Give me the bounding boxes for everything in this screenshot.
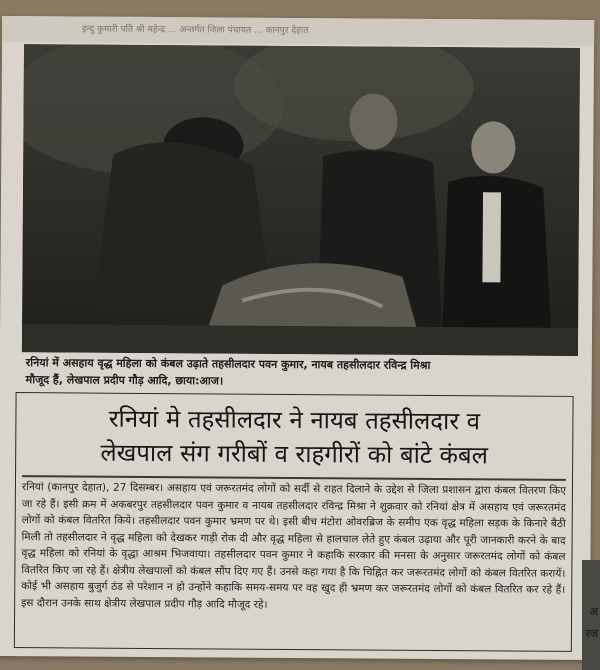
article-headline <box>16 401 572 473</box>
photo-caption <box>26 354 586 392</box>
headline-line-2: लेखपाल संग गरीबों व राहगीरों को बांटे कंबल <box>100 438 489 470</box>
header-strip: इन्दु कुमारी पति श्री महेन्द्र ... अन्तर्गत जिला पंचायत ... कानपुर देहात <box>2 16 594 46</box>
edge-letter-2: रज <box>585 627 598 640</box>
newspaper-clipping <box>0 16 594 660</box>
caption-line-2: मौजूद हैं, लेखपाल प्रदीप गौड़ आदि, छाया:आज। <box>25 373 224 388</box>
news-photo <box>22 44 580 356</box>
article-body: रनियां (कानपुर देहात), 27 दिसम्बर। असहाय एवं जरूरतमंद लोगों को सर्दी से राहत दिलाने के उद्देश से जिला प्रशासन द्वारा कंबल वितरण किए जा रहे हैं। इसी क्रम में अकबरपुर तहसीलदार पवन कुमार व नायब तहसीलदार रविन्द्र मिश्रा ने शुक्रवार को रनियां क्षेत्र में असहाय एवं जरूरतमंद लोगों को कंबल वितरित किये। तहसीलदार पवन कुमार भ्रमण पर थे। इसी बीच मंटोरा ओवरब्रिज के समीप एक वृद्ध महिला सड़क के किनारे बैठी मिली तो तहसीलदार ने वृद्ध महिला को देखकर गाड़ी रोक दी और वृद्ध महिला से हालचाल लेते हुए कंबल उढ़ाया और पूरी जानकारी करने के बाद वृद्ध महिला को रनियां के वृद्धा आश्रम भिजवाया। तहसीलदार पवन कुमार ने कहाकि सरकार की मनसा के अनुसार जरूरतमंद लोगों को कंबल वितरित किए जा रहे हैं। क्षेत्रीय लेखपालों को कंबल सौंप दिए गए हैं। उनसे कहा गया है कि चिह्नित कर जरूरतमंद लोगों को कंबल वितरित करायें। कोई भी असहाय बुजुर्ग ठंड से परेशान न हो उन्होंने कहाकि समय-समय पर वह खुद ही भ्रमण कर जरूरतमंद लोगों को कंबल वितरित कर रहे हैं। इस दौरान उनके साथ क्षेत्रीय लेखपाल प्रदीप गौड़ आदि मौजूद रहे। <box>21 481 566 611</box>
caption-line-1: रनियां में असहाय वृद्ध महिला को कंबल उढ़ाते तहसीलदार पवन कुमार, नायब तहसीलदार रविन्द्र मिश्रा <box>25 356 431 372</box>
headline-line-1: रनियां मे तहसीलदार ने नायब तहसीलदार व <box>108 404 481 436</box>
article <box>14 392 574 652</box>
edge-letter-1: अ <box>589 605 598 618</box>
photo-icon <box>22 44 580 356</box>
background-edge <box>582 560 600 670</box>
